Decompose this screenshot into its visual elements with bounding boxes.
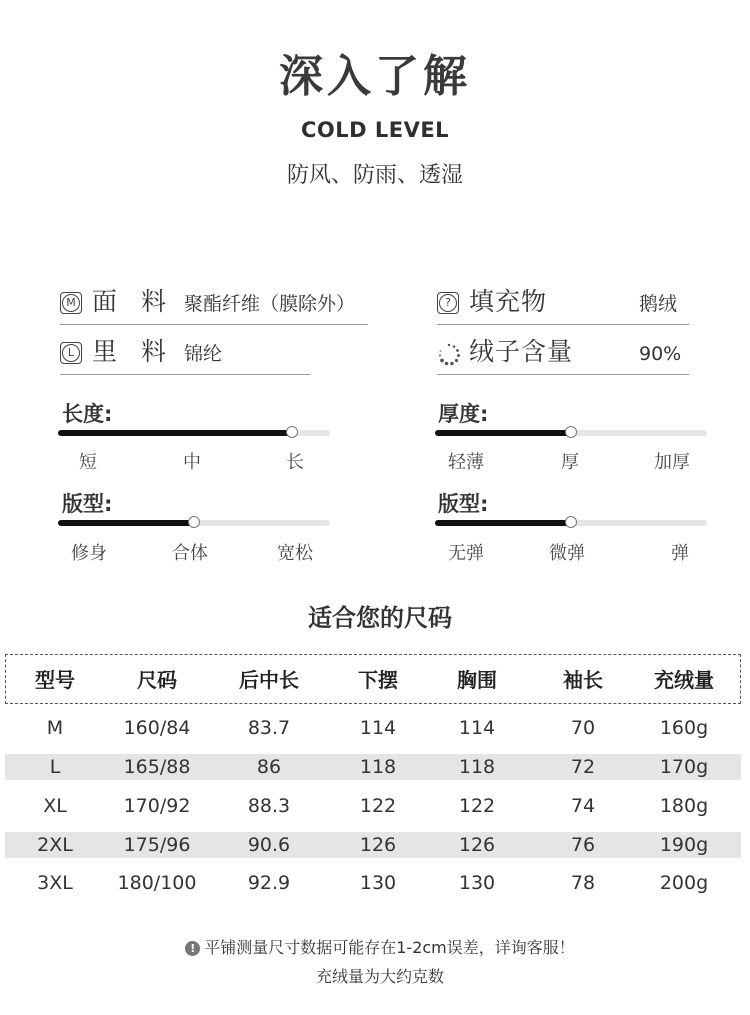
length-tick-short: 短 (79, 452, 97, 473)
table-cell: 160/84 (123, 717, 191, 739)
thickness-slider-knob (565, 426, 577, 438)
table-cell: 118 (359, 756, 397, 778)
length-tick-long: 长 (286, 452, 304, 473)
down-content-label: 绒子含量 (469, 337, 574, 366)
table-cell: 86 (256, 756, 282, 778)
down-content-value: 90% (639, 343, 682, 365)
table-cell: 122 (359, 795, 397, 817)
fit-slider (58, 520, 330, 526)
table-cell: 190g (659, 834, 709, 856)
header-cell: 尺码 (137, 668, 177, 692)
table-cell: L (49, 756, 61, 778)
header-cell: 胸围 (457, 668, 497, 692)
fabric-value: 聚酯纤维（膜除外） (184, 293, 356, 315)
stretch-tick-stretchy: 弹 (671, 543, 689, 564)
stretch-slider (435, 520, 707, 526)
length-label: 长度: (62, 402, 113, 426)
stretch-label: 版型: (438, 492, 489, 516)
filling-question-icon: ? (437, 292, 459, 314)
thickness-tick-thick: 厚 (561, 452, 579, 473)
table-cell: 83.7 (247, 717, 291, 739)
table-cell: 88.3 (247, 795, 291, 817)
lining-attribute (60, 334, 310, 375)
lining-value: 锦纶 (184, 343, 223, 365)
page-subtitle: COLD LEVEL (300, 118, 450, 142)
table-cell: 74 (570, 795, 596, 817)
table-cell: 90.6 (247, 834, 291, 856)
info-icon: ! (185, 941, 200, 956)
thickness-tick-extra-thick: 加厚 (654, 452, 690, 473)
filling-value: 鹅绒 (639, 293, 678, 315)
down-content-attribute (437, 334, 689, 375)
table-cell: 175/96 (123, 834, 191, 856)
table-cell: 170g (659, 756, 709, 778)
table-cell: XL (43, 795, 67, 817)
fit-slider-knob (188, 516, 200, 528)
measurement-note (0, 935, 750, 958)
measurement-note-text: 平铺测量尺寸数据可能存在1-2cm误差，详询客服！ (204, 938, 575, 957)
table-cell: 78 (570, 872, 596, 894)
table-cell: 114 (458, 717, 496, 739)
header-cell: 袖长 (563, 668, 603, 692)
filling-label: 填充物 (469, 287, 548, 316)
lining-l-icon: L (60, 342, 82, 364)
thickness-slider (435, 430, 707, 436)
header-cell: 型号 (35, 668, 75, 692)
length-slider (58, 430, 330, 436)
stretch-slider-knob (565, 516, 577, 528)
stretch-tick-slight: 微弹 (549, 543, 585, 564)
dotted-spiral-icon (437, 342, 459, 364)
table-cell: 130 (458, 872, 496, 894)
table-cell: 92.9 (247, 872, 291, 894)
table-cell: 114 (359, 717, 397, 739)
table-cell: 180/100 (117, 872, 197, 894)
length-slider-fill (58, 430, 292, 436)
header-cell: 后中长 (239, 668, 299, 692)
thickness-tick-thin: 轻薄 (448, 452, 484, 473)
table-cell: 70 (570, 717, 596, 739)
stretch-tick-none: 无弹 (448, 543, 484, 564)
table-cell: 2XL (37, 834, 73, 856)
feature-tagline: 防风、防雨、透湿 (286, 163, 463, 188)
table-cell: 170/92 (123, 795, 191, 817)
fabric-m-icon: M (60, 292, 82, 314)
lining-label: 里 料 (92, 337, 174, 366)
header-cell: 充绒量 (654, 668, 714, 692)
fit-label: 版型: (62, 492, 113, 516)
table-cell: 72 (570, 756, 596, 778)
table-cell: 122 (458, 795, 496, 817)
table-cell: 3XL (37, 872, 73, 894)
thickness-slider-fill (435, 430, 571, 436)
table-cell: 165/88 (123, 756, 191, 778)
table-cell: 126 (359, 834, 397, 856)
fabric-attribute (60, 284, 368, 325)
table-cell: 160g (659, 717, 709, 739)
table-cell: 76 (570, 834, 596, 856)
table-cell: M (46, 717, 64, 739)
filling-attribute (437, 284, 689, 325)
length-tick-medium: 中 (183, 452, 201, 473)
fill-weight-note: 充绒量为大约克数 (315, 967, 444, 986)
fit-tick-loose: 宽松 (277, 543, 313, 564)
header-cell: 下摆 (358, 668, 398, 692)
fit-tick-regular: 合体 (172, 543, 208, 564)
length-slider-knob (286, 426, 298, 438)
table-cell: 118 (458, 756, 496, 778)
fit-tick-slim: 修身 (71, 543, 107, 564)
table-cell: 126 (458, 834, 496, 856)
fabric-label: 面 料 (92, 287, 174, 316)
table-cell: 130 (359, 872, 397, 894)
thickness-label: 厚度: (438, 402, 489, 426)
size-table-title: 适合您的尺码 (308, 604, 452, 632)
stretch-slider-fill (435, 520, 571, 526)
table-cell: 200g (659, 872, 709, 894)
fit-slider-fill (58, 520, 194, 526)
page-title: 深入了解 (279, 51, 471, 102)
table-cell: 180g (659, 795, 709, 817)
